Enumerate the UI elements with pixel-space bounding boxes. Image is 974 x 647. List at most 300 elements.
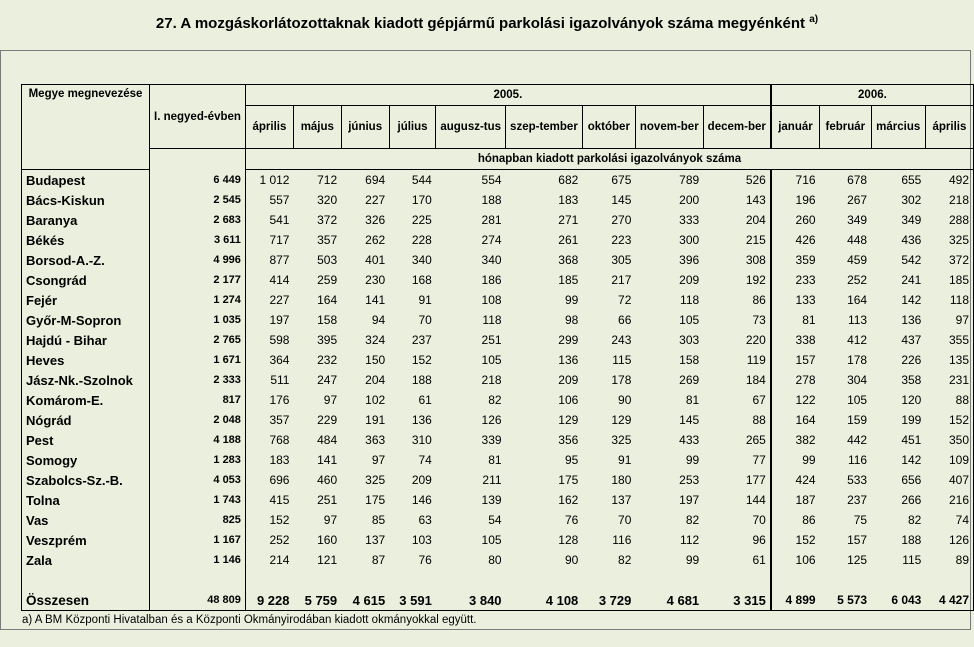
month-value: 70 bbox=[418, 313, 432, 327]
month-value: 128 bbox=[558, 533, 579, 547]
month-value: 105 bbox=[481, 533, 502, 547]
table-row bbox=[22, 450, 974, 470]
month-value: 121 bbox=[317, 553, 338, 567]
month-value: 125 bbox=[847, 553, 868, 567]
month-value: 70 bbox=[618, 513, 632, 527]
month-value: 129 bbox=[558, 413, 579, 427]
month-value: 137 bbox=[611, 493, 632, 507]
table-row bbox=[22, 550, 974, 570]
quarter-header: I. negyed-évben bbox=[150, 85, 246, 149]
quarter-value: 2 048 bbox=[150, 410, 246, 430]
month-value: 115 bbox=[612, 353, 632, 367]
month-value: 460 bbox=[317, 473, 338, 487]
month-header: június bbox=[341, 106, 389, 149]
quarter-value: 4 188 bbox=[150, 430, 246, 450]
year-2005-header: 2005. bbox=[245, 85, 770, 106]
month-value: 90 bbox=[564, 553, 579, 567]
month-value: 356 bbox=[558, 433, 579, 447]
month-value: 81 bbox=[488, 453, 502, 467]
month-value: 183 bbox=[558, 193, 579, 207]
month-value: 144 bbox=[745, 493, 766, 507]
month-value: 168 bbox=[411, 273, 432, 287]
month-value: 98 bbox=[564, 313, 579, 327]
month-value: 270 bbox=[611, 213, 632, 227]
month-value: 5 573 bbox=[820, 590, 872, 611]
month-value: 192 bbox=[745, 273, 766, 287]
month-header: szep-tember bbox=[506, 106, 583, 149]
month-value: 54 bbox=[488, 513, 502, 527]
county-name: Szabolcs-Sz.-B. bbox=[22, 470, 150, 490]
county-name: Tolna bbox=[22, 490, 150, 510]
month-value: 4 108 bbox=[506, 590, 583, 611]
month-value: 372 bbox=[317, 213, 338, 227]
month-value: 5 759 bbox=[293, 590, 341, 611]
month-value: 81 bbox=[771, 310, 820, 330]
month-value: 188 bbox=[901, 533, 922, 547]
month-value: 451 bbox=[901, 433, 922, 447]
month-value: 215 bbox=[745, 233, 766, 247]
month-value: 133 bbox=[771, 290, 820, 310]
month-value: 231 bbox=[925, 370, 973, 390]
month-value: 162 bbox=[558, 493, 579, 507]
month-value: 349 bbox=[847, 213, 868, 227]
table-row bbox=[22, 530, 974, 550]
month-value: 357 bbox=[245, 410, 293, 430]
table-row bbox=[22, 370, 974, 390]
month-value: 414 bbox=[245, 270, 293, 290]
month-value: 164 bbox=[317, 293, 338, 307]
month-value: 152 bbox=[245, 510, 293, 530]
table-row bbox=[22, 510, 974, 530]
month-value: 220 bbox=[745, 333, 766, 347]
month-value: 197 bbox=[679, 493, 700, 507]
month-value: 175 bbox=[365, 493, 386, 507]
table-row bbox=[22, 190, 974, 210]
month-value: 118 bbox=[482, 313, 502, 327]
month-value: 372 bbox=[925, 250, 973, 270]
month-value: 424 bbox=[771, 470, 820, 490]
month-value: 209 bbox=[558, 373, 579, 387]
month-value: 158 bbox=[317, 313, 338, 327]
month-value: 253 bbox=[679, 473, 700, 487]
month-value: 106 bbox=[558, 393, 579, 407]
month-value: 364 bbox=[245, 350, 293, 370]
month-value: 230 bbox=[365, 273, 386, 287]
month-value: 382 bbox=[771, 430, 820, 450]
county-name: Fejér bbox=[22, 290, 150, 310]
month-value: 655 bbox=[901, 173, 922, 187]
county-name: Csongrád bbox=[22, 270, 150, 290]
month-value: 267 bbox=[847, 193, 868, 207]
month-value: 126 bbox=[481, 413, 502, 427]
month-value: 170 bbox=[411, 193, 432, 207]
county-name: Győr-M-Sopron bbox=[22, 310, 150, 330]
county-name: Vas bbox=[22, 510, 150, 530]
month-value: 75 bbox=[853, 513, 868, 527]
footnote: a) A BM Központi Hivatalban és a Központi Okmányirodában kiadott okmányokkal együtt. bbox=[22, 614, 477, 626]
month-value: 696 bbox=[245, 470, 293, 490]
month-value: 186 bbox=[481, 273, 502, 287]
table-row bbox=[22, 290, 974, 310]
month-value: 325 bbox=[925, 230, 973, 250]
month-value: 106 bbox=[771, 550, 820, 570]
table-row bbox=[22, 470, 974, 490]
month-value: 3 315 bbox=[703, 590, 771, 611]
month-value: 407 bbox=[925, 470, 973, 490]
month-value: 437 bbox=[901, 333, 922, 347]
subtitle-header: hónapban kiadott parkolási igazolványok száma bbox=[245, 149, 973, 170]
month-value: 209 bbox=[411, 473, 432, 487]
month-value: 82 bbox=[488, 393, 502, 407]
month-value: 541 bbox=[245, 210, 293, 230]
county-name: Hajdú - Bihar bbox=[22, 330, 150, 350]
month-value: 176 bbox=[245, 390, 293, 410]
table-row bbox=[22, 210, 974, 230]
month-value: 76 bbox=[418, 553, 432, 567]
month-value: 3 729 bbox=[582, 590, 635, 611]
month-value: 118 bbox=[925, 290, 973, 310]
quarter-value: 48 809 bbox=[150, 590, 246, 611]
month-value: 299 bbox=[558, 333, 579, 347]
month-value: 214 bbox=[245, 550, 293, 570]
month-value: 3 591 bbox=[389, 590, 436, 611]
month-value: 340 bbox=[481, 253, 502, 267]
month-value: 768 bbox=[245, 430, 293, 450]
table-row bbox=[22, 230, 974, 250]
month-value: 281 bbox=[481, 213, 502, 227]
month-value: 357 bbox=[317, 233, 338, 247]
month-value: 218 bbox=[925, 190, 973, 210]
month-value: 324 bbox=[365, 333, 386, 347]
month-value: 320 bbox=[317, 193, 338, 207]
month-value: 88 bbox=[925, 390, 973, 410]
month-value: 265 bbox=[745, 433, 766, 447]
month-value: 300 bbox=[679, 233, 700, 247]
county-name: Baranya bbox=[22, 210, 150, 230]
month-value: 233 bbox=[771, 270, 820, 290]
month-value: 105 bbox=[481, 353, 502, 367]
quarter-value: 3 611 bbox=[150, 230, 246, 250]
table-row bbox=[22, 350, 974, 370]
quarter-value: 2 765 bbox=[150, 330, 246, 350]
month-value: 178 bbox=[611, 373, 632, 387]
month-value: 99 bbox=[685, 453, 700, 467]
month-value: 209 bbox=[679, 273, 700, 287]
month-value: 81 bbox=[685, 393, 700, 407]
month-header: novem-ber bbox=[635, 106, 703, 149]
month-value: 152 bbox=[771, 530, 820, 550]
month-value: 340 bbox=[411, 253, 432, 267]
month-value: 197 bbox=[245, 310, 293, 330]
month-value: 542 bbox=[901, 253, 922, 267]
month-value: 227 bbox=[365, 193, 386, 207]
month-value: 142 bbox=[901, 453, 922, 467]
month-value: 252 bbox=[847, 273, 868, 287]
month-value: 82 bbox=[908, 513, 922, 527]
quarter-value: 2 333 bbox=[150, 370, 246, 390]
month-value: 226 bbox=[901, 353, 922, 367]
month-value: 159 bbox=[847, 413, 868, 427]
month-value: 678 bbox=[847, 173, 868, 187]
month-value: 139 bbox=[481, 493, 502, 507]
month-value: 415 bbox=[245, 490, 293, 510]
month-value: 241 bbox=[901, 273, 922, 287]
month-header: decem-ber bbox=[703, 106, 771, 149]
quarter-value: 825 bbox=[150, 510, 246, 530]
month-value: 196 bbox=[771, 190, 820, 210]
month-value: 135 bbox=[925, 350, 973, 370]
month-header: január bbox=[771, 106, 820, 149]
county-name: Pest bbox=[22, 430, 150, 450]
month-value: 355 bbox=[925, 330, 973, 350]
month-value: 109 bbox=[925, 450, 973, 470]
county-name: Komárom-E. bbox=[22, 390, 150, 410]
month-value: 349 bbox=[901, 213, 922, 227]
month-value: 225 bbox=[411, 213, 432, 227]
month-value: 97 bbox=[323, 513, 338, 527]
month-value: 80 bbox=[488, 553, 502, 567]
month-value: 90 bbox=[618, 393, 632, 407]
quarter-value: 1 283 bbox=[150, 450, 246, 470]
month-value: 185 bbox=[558, 273, 579, 287]
month-value: 200 bbox=[679, 193, 700, 207]
month-value: 310 bbox=[411, 433, 432, 447]
month-value: 120 bbox=[901, 393, 922, 407]
quarter-value: 2 545 bbox=[150, 190, 246, 210]
month-value: 448 bbox=[847, 233, 868, 247]
county-name: Bács-Kiskun bbox=[22, 190, 150, 210]
month-value: 4 427 bbox=[925, 590, 973, 611]
month-value: 116 bbox=[847, 453, 868, 467]
month-header: február bbox=[820, 106, 872, 149]
month-value: 395 bbox=[317, 333, 338, 347]
month-value: 308 bbox=[745, 253, 766, 267]
month-value: 175 bbox=[558, 473, 579, 487]
month-value: 152 bbox=[411, 353, 432, 367]
quarter-value: 1 671 bbox=[150, 350, 246, 370]
county-name: Somogy bbox=[22, 450, 150, 470]
month-value: 544 bbox=[411, 173, 432, 187]
month-value: 74 bbox=[925, 510, 973, 530]
table-row bbox=[22, 170, 974, 191]
month-value: 223 bbox=[611, 233, 632, 247]
month-value: 141 bbox=[317, 453, 338, 467]
month-value: 88 bbox=[752, 413, 766, 427]
month-value: 237 bbox=[847, 493, 868, 507]
month-value: 682 bbox=[558, 173, 579, 187]
month-value: 185 bbox=[925, 270, 973, 290]
month-value: 557 bbox=[245, 190, 293, 210]
month-value: 74 bbox=[418, 453, 432, 467]
month-value: 433 bbox=[679, 433, 700, 447]
month-value: 363 bbox=[365, 433, 386, 447]
table-row bbox=[22, 490, 974, 510]
month-value: 442 bbox=[847, 433, 868, 447]
month-value: 177 bbox=[745, 473, 766, 487]
month-value: 164 bbox=[847, 293, 868, 307]
month-value: 261 bbox=[558, 233, 579, 247]
month-value: 251 bbox=[481, 333, 502, 347]
month-value: 401 bbox=[365, 253, 386, 267]
month-value: 108 bbox=[481, 293, 502, 307]
month-value: 119 bbox=[746, 353, 766, 367]
month-value: 97 bbox=[371, 453, 386, 467]
month-value: 116 bbox=[612, 533, 632, 547]
table-row bbox=[22, 310, 974, 330]
month-value: 426 bbox=[771, 230, 820, 250]
month-value: 227 bbox=[245, 290, 293, 310]
total-row bbox=[22, 590, 974, 611]
month-value: 492 bbox=[925, 170, 973, 191]
month-value: 188 bbox=[411, 373, 432, 387]
month-value: 94 bbox=[371, 313, 386, 327]
month-value: 229 bbox=[317, 413, 338, 427]
month-value: 269 bbox=[679, 373, 700, 387]
month-value: 63 bbox=[418, 513, 432, 527]
month-value: 325 bbox=[611, 433, 632, 447]
month-value: 105 bbox=[847, 393, 868, 407]
month-value: 271 bbox=[558, 213, 579, 227]
month-value: 72 bbox=[618, 293, 632, 307]
month-value: 305 bbox=[611, 253, 632, 267]
month-value: 237 bbox=[411, 333, 432, 347]
month-value: 503 bbox=[317, 253, 338, 267]
month-value: 304 bbox=[847, 373, 868, 387]
month-value: 216 bbox=[925, 490, 973, 510]
county-header: Megye megnevezése bbox=[22, 85, 150, 170]
month-value: 178 bbox=[847, 353, 868, 367]
month-value: 141 bbox=[365, 293, 386, 307]
month-value: 146 bbox=[411, 493, 432, 507]
month-value: 103 bbox=[411, 533, 432, 547]
month-value: 436 bbox=[901, 233, 922, 247]
quarter-value: 1 035 bbox=[150, 310, 246, 330]
month-value: 533 bbox=[847, 473, 868, 487]
month-value: 877 bbox=[245, 250, 293, 270]
month-value: 160 bbox=[317, 533, 338, 547]
month-value: 61 bbox=[752, 553, 766, 567]
month-value: 82 bbox=[618, 553, 632, 567]
table-row bbox=[22, 270, 974, 290]
month-value: 325 bbox=[365, 473, 386, 487]
month-value: 136 bbox=[558, 353, 579, 367]
month-value: 183 bbox=[245, 450, 293, 470]
month-value: 412 bbox=[847, 333, 868, 347]
county-name: Békés bbox=[22, 230, 150, 250]
month-value: 350 bbox=[925, 430, 973, 450]
month-value: 157 bbox=[847, 533, 868, 547]
month-value: 199 bbox=[901, 413, 922, 427]
month-value: 232 bbox=[317, 353, 338, 367]
month-value: 95 bbox=[564, 453, 579, 467]
month-value: 97 bbox=[925, 310, 973, 330]
month-value: 598 bbox=[245, 330, 293, 350]
county-name: Nógrád bbox=[22, 410, 150, 430]
month-value: 164 bbox=[771, 410, 820, 430]
month-value: 145 bbox=[611, 193, 632, 207]
quarter-value: 4 053 bbox=[150, 470, 246, 490]
month-value: 142 bbox=[901, 293, 922, 307]
month-value: 118 bbox=[680, 293, 700, 307]
month-value: 339 bbox=[481, 433, 502, 447]
month-value: 76 bbox=[564, 513, 579, 527]
month-value: 459 bbox=[847, 253, 868, 267]
month-value: 122 bbox=[771, 390, 820, 410]
month-value: 91 bbox=[418, 293, 432, 307]
month-header: július bbox=[389, 106, 436, 149]
month-value: 87 bbox=[371, 553, 386, 567]
month-value: 217 bbox=[611, 273, 632, 287]
table-title: 27. A mozgáskorlátozottaknak kiadott gépjármű parkolási igazolványok száma megyénként $^{a)}$ bbox=[155, 14, 819, 32]
month-value: 66 bbox=[618, 313, 632, 327]
county-name: Budapest bbox=[22, 170, 150, 191]
month-value: 358 bbox=[901, 373, 922, 387]
month-value: 368 bbox=[558, 253, 579, 267]
table-row bbox=[22, 330, 974, 350]
month-value: 145 bbox=[679, 413, 700, 427]
month-value: 85 bbox=[371, 513, 386, 527]
month-value: 4 615 bbox=[341, 590, 389, 611]
month-value: 251 bbox=[317, 493, 338, 507]
month-value: 511 bbox=[245, 370, 293, 390]
month-value: 333 bbox=[679, 213, 700, 227]
month-value: 86 bbox=[752, 293, 766, 307]
month-value: 554 bbox=[481, 173, 502, 187]
quarter-value: 2 177 bbox=[150, 270, 246, 290]
month-value: 82 bbox=[685, 513, 700, 527]
month-value: 137 bbox=[365, 533, 386, 547]
month-value: 247 bbox=[317, 373, 338, 387]
month-value: 115 bbox=[902, 553, 922, 567]
month-header: október bbox=[582, 106, 635, 149]
month-value: 3 840 bbox=[436, 590, 506, 611]
quarter-value: 1 146 bbox=[150, 550, 246, 570]
month-value: 259 bbox=[317, 273, 338, 287]
county-name: Veszprém bbox=[22, 530, 150, 550]
table-row bbox=[22, 390, 974, 410]
month-value: 204 bbox=[365, 373, 386, 387]
month-value: 105 bbox=[679, 313, 700, 327]
month-header: március bbox=[871, 106, 925, 149]
month-value: 184 bbox=[745, 373, 766, 387]
month-value: 99 bbox=[564, 293, 579, 307]
month-value: 656 bbox=[901, 473, 922, 487]
month-value: 326 bbox=[365, 213, 386, 227]
month-value: 1 012 bbox=[245, 170, 293, 191]
month-value: 97 bbox=[323, 393, 338, 407]
month-value: 9 228 bbox=[245, 590, 293, 611]
month-value: 129 bbox=[611, 413, 632, 427]
month-value: 136 bbox=[901, 313, 922, 327]
month-value: 243 bbox=[611, 333, 632, 347]
month-value: 89 bbox=[925, 550, 973, 570]
month-value: 4 681 bbox=[635, 590, 703, 611]
month-value: 143 bbox=[745, 193, 766, 207]
month-value: 338 bbox=[771, 330, 820, 350]
year-2006-header: 2006. bbox=[771, 85, 974, 106]
month-value: 158 bbox=[679, 353, 700, 367]
month-value: 136 bbox=[411, 413, 432, 427]
month-value: 252 bbox=[245, 530, 293, 550]
month-value: 712 bbox=[317, 173, 338, 187]
month-value: 187 bbox=[771, 490, 820, 510]
month-value: 150 bbox=[365, 353, 386, 367]
quarter-value: 1 743 bbox=[150, 490, 246, 510]
month-value: 73 bbox=[752, 313, 766, 327]
month-value: 484 bbox=[317, 433, 338, 447]
month-value: 789 bbox=[679, 173, 700, 187]
table-row bbox=[22, 430, 974, 450]
